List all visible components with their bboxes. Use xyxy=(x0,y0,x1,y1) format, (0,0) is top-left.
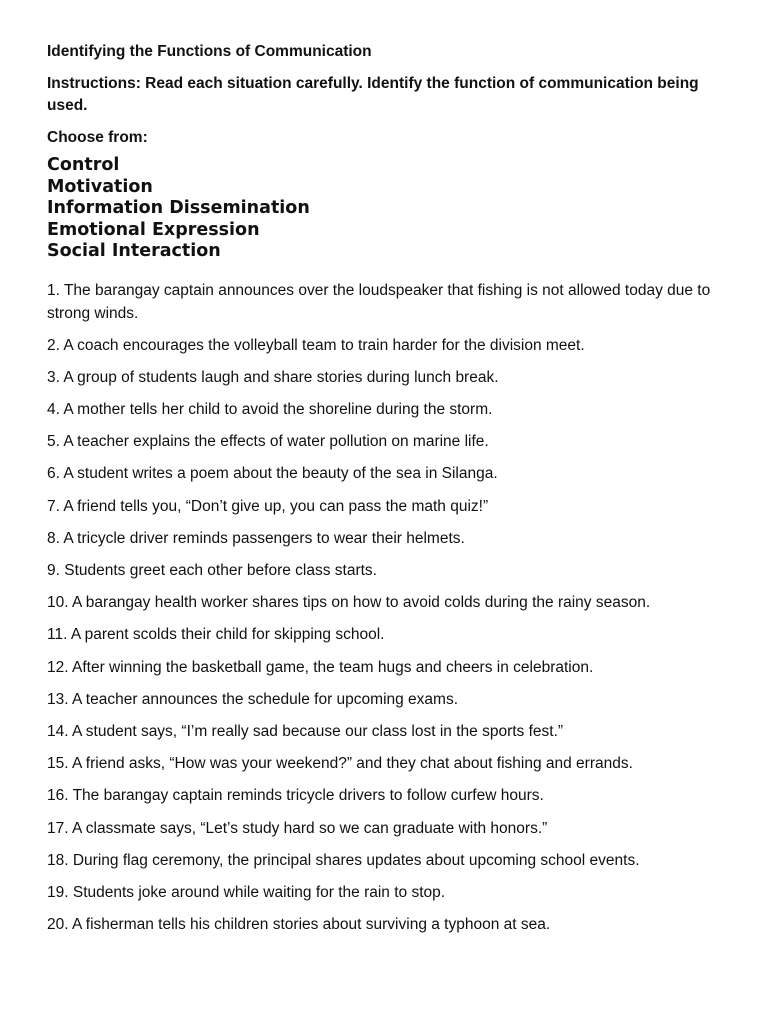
option-information-dissemination: Information Dissemination xyxy=(47,198,310,218)
situation-item: 12. After winning the basketball game, the team hugs and cheers in celebration. xyxy=(47,658,594,676)
situation-item: 10. A barangay health worker shares tips on how to avoid colds during the rainy season. xyxy=(47,594,651,612)
situation-item: 18. During flag ceremony, the principal shares updates about upcoming school events. xyxy=(47,851,640,869)
document-title: Identifying the Functions of Communication xyxy=(47,43,372,60)
situation-item: 2. A coach encourages the volleyball team to train harder for the division meet. xyxy=(47,336,585,354)
option-control: Control xyxy=(47,155,120,175)
situation-item: 17. A classmate says, “Let’s study hard so we can graduate with honors.” xyxy=(47,819,548,837)
situation-item: 6. A student writes a poem about the beauty of the sea in Silanga. xyxy=(47,465,498,483)
situation-item: 11. A parent scolds their child for skipping school. xyxy=(47,626,385,644)
situation-item: 19. Students joke around while waiting for the rain to stop. xyxy=(47,883,446,901)
situation-item: 5. A teacher explains the effects of water pollution on marine life. xyxy=(47,433,489,451)
document-page xyxy=(47,40,727,945)
instructions-text: Instructions: Read each situation carefully. Identify the function of communication being used. xyxy=(47,75,699,114)
choose-from-label: Choose from: xyxy=(47,129,148,146)
option-motivation: Motivation xyxy=(47,176,153,197)
situation-item: 9. Students greet each other before class starts. xyxy=(47,562,377,579)
option-emotional-expression: Emotional Expression xyxy=(47,219,260,240)
situation-item: 20. A fisherman tells his children stories about surviving a typhoon at sea. xyxy=(47,916,551,934)
situation-item: 16. The barangay captain reminds tricycle drivers to follow curfew hours. xyxy=(47,787,544,805)
situation-item: 15. A friend asks, “How was your weekend?” and they chat about fishing and errands. xyxy=(47,755,633,773)
situation-item: 3. A group of students laugh and share stories during lunch break. xyxy=(47,368,499,386)
function-options-list xyxy=(47,155,727,263)
situation-item: 7. A friend tells you, “Don’t give up, you can pass the math quiz!” xyxy=(47,497,489,515)
situation-list xyxy=(47,279,727,937)
situation-item: 8. A tricycle driver reminds passengers to wear their helmets. xyxy=(47,529,465,547)
situation-item: 1. The barangay captain announces over the loudspeaker that fishing is not allowed today due to strong winds. xyxy=(47,281,711,322)
situation-item: 14. A student says, “I’m really sad because our class lost in the sports fest.” xyxy=(47,722,564,740)
situation-item: 4. A mother tells her child to avoid the shoreline during the storm. xyxy=(47,401,493,419)
situation-item: 13. A teacher announces the schedule for upcoming exams. xyxy=(47,690,459,708)
option-social-interaction: Social Interaction xyxy=(47,241,221,261)
